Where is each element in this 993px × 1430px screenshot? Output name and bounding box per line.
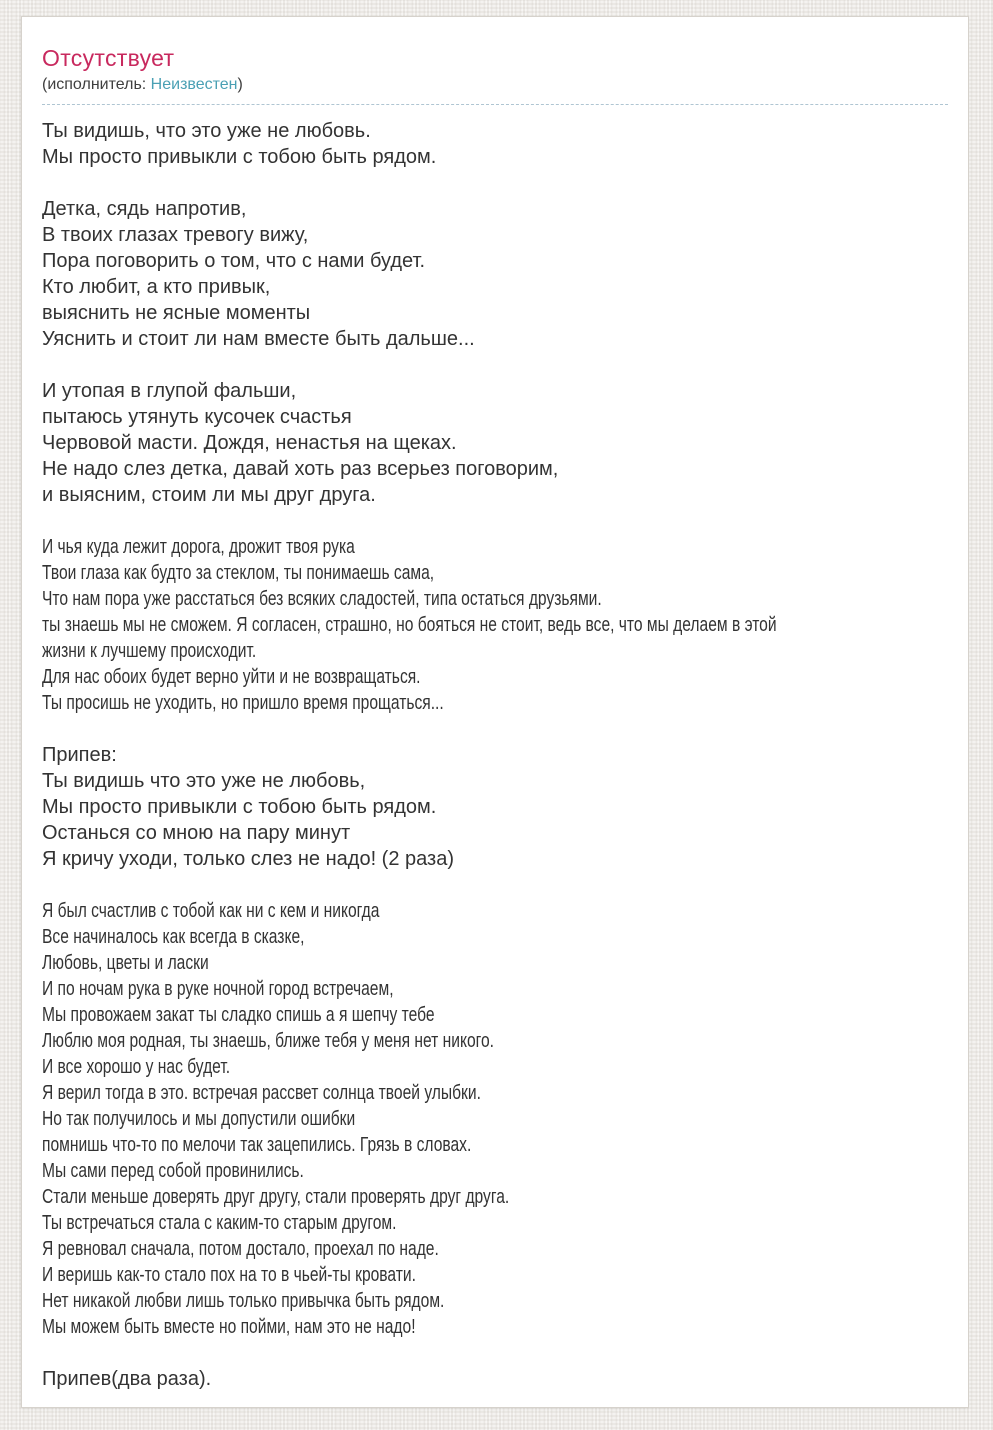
- lyrics-line: Мы просто привыкли с тобою быть рядом.: [42, 796, 437, 818]
- lyrics-line: Ты видишь что это уже не любовь,: [42, 770, 366, 792]
- lyrics-line: Я был счастлив с тобой как ни с кем и никогда: [42, 900, 380, 922]
- lyrics-line: Ты встречаться стала с каким-то старым другом.: [42, 1212, 397, 1234]
- artist-label-suffix: ): [237, 76, 243, 93]
- stanza: [42, 534, 948, 716]
- lyrics-line: помнишь что-то по мелочи так зацепились. Грязь в словах.: [42, 1134, 472, 1156]
- artist-line: [42, 75, 948, 95]
- stanza: [42, 742, 948, 872]
- artist-label-prefix: (исполнитель:: [42, 76, 151, 93]
- lyrics-line: И веришь как-то стало пох на то в чьей-ты кровати.: [42, 1264, 416, 1286]
- lyrics-line: Червовой масти. Дождя, ненастья на щеках.: [42, 432, 457, 454]
- lyrics-line: Что нам пора уже расстаться без всяких сладостей, типа остаться друзьями.: [42, 588, 602, 610]
- stanza: [42, 378, 948, 508]
- stanza: [42, 118, 948, 170]
- lyrics-line: Мы провожаем закат ты сладко спишь а я шепчу тебе: [42, 1004, 435, 1026]
- lyrics-line: Мы сами перед собой провинились.: [42, 1160, 304, 1182]
- lyrics-line: Ты видишь, что это уже не любовь.: [42, 120, 371, 142]
- song-header: [42, 45, 948, 105]
- lyrics-line: И по ночам рука в руке ночной город встречаем,: [42, 978, 394, 1000]
- lyrics-line: Все начиналось как всегда в сказке,: [42, 926, 305, 948]
- stanza: [42, 1366, 948, 1392]
- lyrics-card: [21, 16, 969, 1408]
- lyrics-line: Я верил тогда в это. встречая рассвет солнца твоей улыбки.: [42, 1082, 481, 1104]
- lyrics-line: Ты просишь не уходить, но пришло время прощаться...: [42, 692, 444, 714]
- lyrics-line: Нет никакой любви лишь только привычка быть рядом.: [42, 1290, 445, 1312]
- lyrics-line: ты знаешь мы не сможем. Я согласен, страшно, но бояться не стоит, ведь все, что мы делаем в этой: [42, 614, 777, 636]
- lyrics-line: Люблю моя родная, ты знаешь, ближе тебя у меня нет никого.: [42, 1030, 495, 1052]
- lyrics-line: В твоих глазах тревогу вижу,: [42, 224, 309, 246]
- lyrics-line: Но так получилось и мы допустили ошибки: [42, 1108, 356, 1130]
- lyrics-line: Припев(два раза).: [42, 1368, 212, 1390]
- lyrics-line: Детка, сядь напротив,: [42, 198, 247, 220]
- stanza: [42, 196, 948, 352]
- artist-link[interactable]: Неизвестен: [150, 76, 238, 93]
- lyrics: [42, 118, 948, 1392]
- lyrics-line: И чья куда лежит дорога, дрожит твоя рука: [42, 536, 355, 558]
- lyrics-line: Я ревновал сначала, потом достало, проехал по наде.: [42, 1238, 439, 1260]
- lyrics-line: Любовь, цветы и ласки: [42, 952, 209, 974]
- lyrics-line: И все хорошо у нас будет.: [42, 1056, 231, 1078]
- lyrics-line: И утопая в глупой фальши,: [42, 380, 297, 402]
- lyrics-line: и выясним, стоим ли мы друг друга.: [42, 484, 376, 506]
- lyrics-line: Не надо слез детка, давай хоть раз всерьез поговорим,: [42, 458, 559, 480]
- lyrics-line: Уяснить и стоит ли нам вместе быть дальше...: [42, 328, 475, 350]
- lyrics-line: Стали меньше доверять друг другу, стали проверять друг друга.: [42, 1186, 510, 1208]
- lyrics-line: Припев:: [42, 744, 117, 766]
- stanza: [42, 898, 948, 1340]
- lyrics-line: жизни к лучшему происходит.: [42, 640, 257, 662]
- lyrics-line: Пора поговорить о том, что с нами будет.: [42, 250, 426, 272]
- song-title: Отсутствует: [42, 45, 175, 71]
- lyrics-line: Для нас обоих будет верно уйти и не возвращаться.: [42, 666, 421, 688]
- lyrics-line: пытаюсь утянуть кусочек счастья: [42, 406, 352, 428]
- lyrics-line: Мы просто привыкли с тобою быть рядом.: [42, 146, 437, 168]
- lyrics-line: Я кричу уходи, только слез не надо! (2 раза): [42, 848, 454, 870]
- lyrics-line: Кто любит, а кто привык,: [42, 276, 271, 298]
- lyrics-line: Мы можем быть вместе но пойми, нам это не надо!: [42, 1316, 416, 1338]
- lyrics-line: Останься со мною на пару минут: [42, 822, 351, 844]
- lyrics-line: выяснить не ясные моменты: [42, 302, 311, 324]
- lyrics-line: Твои глаза как будто за стеклом, ты понимаешь сама,: [42, 562, 435, 584]
